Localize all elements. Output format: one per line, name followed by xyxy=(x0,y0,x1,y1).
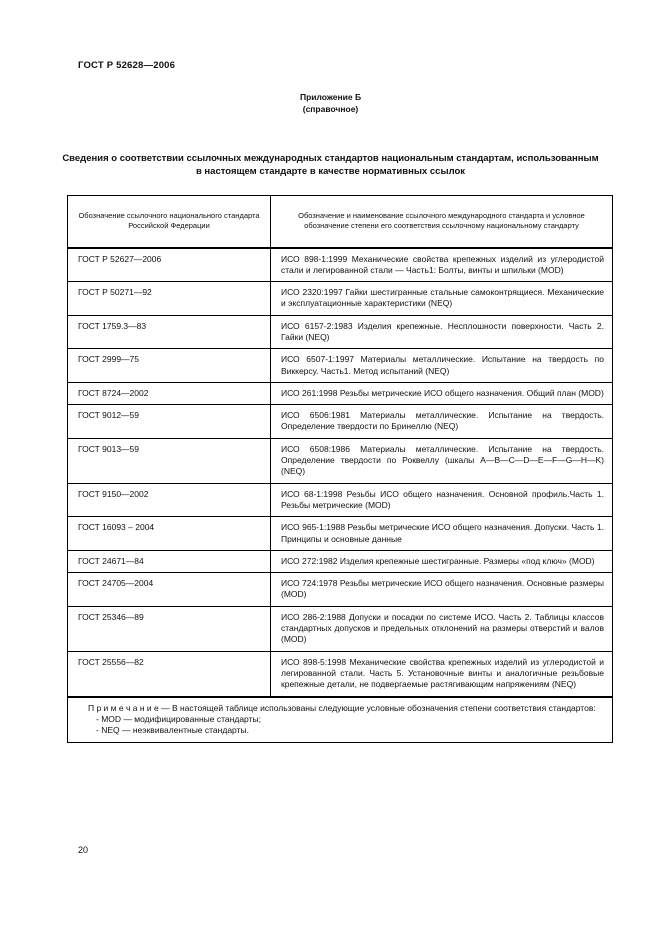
national-standard-cell: ГОСТ 9012—59 xyxy=(68,405,271,439)
note-item: - MOD — модифицированные стандарты; xyxy=(96,713,261,724)
appendix-type: (справочное) xyxy=(302,104,359,114)
national-standard-cell: ГОСТ 2999—75 xyxy=(68,349,271,383)
table-row xyxy=(68,405,613,439)
note-row xyxy=(68,697,613,743)
international-standard-cell: ИСО 898-1:1999 Механические свойства крепежных изделий из углеродистой стали и легированной стали — Часть1: Болты, винты и шпильки (MOD) xyxy=(271,248,613,282)
international-standard-cell: ИСО 2320:1997 Гайки шестигранные стальные самоконтрящиеся. Механические и эксплуатационные характеристики (NEQ) xyxy=(271,282,613,316)
international-standard-cell: ИСО 6157-2:1983 Изделия крепежные. Несплошности поверхности. Часть 2. Гайки (NEQ) xyxy=(271,315,613,349)
note-cell xyxy=(68,697,613,743)
national-standard-cell: ГОСТ 9013—59 xyxy=(68,438,271,483)
national-standard-cell: ГОСТ 24671—84 xyxy=(68,550,271,572)
column-header-national: Обозначение ссылочного национального стандарта Российской Федерации xyxy=(68,196,271,248)
national-standard-cell: ГОСТ 16093 – 2004 xyxy=(68,517,271,551)
column-header-international: Обозначение и наименование ссылочного международного стандарта и условное обозначение степени его соответствия ссылочному национальному стандарту xyxy=(271,196,613,248)
page-number: 20 xyxy=(78,845,89,855)
table-row xyxy=(68,315,613,349)
table-header-row xyxy=(68,196,613,248)
international-standard-cell: ИСО 724:1978 Резьбы метрические ИСО общего назначения. Основные размеры (MOD) xyxy=(271,573,613,607)
international-standard-cell: ИСО 6507-1:1997 Материалы металлические. Испытание на твердость по Виккерсу. Часть1. Метод испытаний (NEQ) xyxy=(271,349,613,383)
table-body xyxy=(68,248,613,697)
appendix-heading xyxy=(0,91,661,115)
table-row xyxy=(68,248,613,282)
international-standard-cell: ИСО 6506:1981 Материалы металлические. Испытание на твердость. Определение твердости по Бринеллю (NEQ) xyxy=(271,405,613,439)
note-item: - NEQ — неэквивалентные стандарты. xyxy=(96,725,249,736)
table-row xyxy=(68,349,613,383)
national-standard-cell: ГОСТ 24705—2004 xyxy=(68,573,271,607)
note-intro: П р и м е ч а н и е — В настоящей таблице использованы следующие условные обозначения степени соответствия стандартов: xyxy=(88,702,596,713)
international-standard-cell: ИСО 68-1:1998 Резьбы ИСО общего назначения. Основной профиль.Часть 1. Резьбы метрические (MOD) xyxy=(271,483,613,517)
national-standard-cell: ГОСТ 25346—89 xyxy=(68,606,271,651)
correspondence-table-container xyxy=(67,195,613,743)
document-code: ГОСТ Р 52628—2006 xyxy=(78,60,176,71)
correspondence-table xyxy=(67,195,613,743)
international-standard-cell: ИСО 272:1982 Изделия крепежные шестигранные. Размеры «под ключ» (MOD) xyxy=(271,550,613,572)
table-note-section xyxy=(68,697,613,743)
national-standard-cell: ГОСТ 25556—82 xyxy=(68,651,271,696)
table-row xyxy=(68,517,613,551)
document-title: Сведения о соответствии ссылочных международных стандартов национальным стандартам, использованным в настоящем стандарте в качестве нормативных ссылок xyxy=(62,153,599,177)
national-standard-cell: ГОСТ 1759.3—83 xyxy=(68,315,271,349)
national-standard-cell: ГОСТ Р 52627—2006 xyxy=(68,248,271,282)
table-row xyxy=(68,550,613,572)
national-standard-cell: ГОСТ 9150—2002 xyxy=(68,483,271,517)
national-standard-cell: ГОСТ 8724—2002 xyxy=(68,382,271,404)
table-row xyxy=(68,651,613,696)
table-row xyxy=(68,573,613,607)
international-standard-cell: ИСО 286-2:1988 Допуски и посадки по системе ИСО. Часть 2. Таблицы классов стандартных допусков и предельных отклонений на размеры отверстий и валов (MOD) xyxy=(271,606,613,651)
table-header xyxy=(68,196,613,248)
table-row xyxy=(68,438,613,483)
note-items xyxy=(78,714,602,737)
international-standard-cell: ИСО 965-1:1988 Резьбы метрические ИСО общего назначения. Допуски. Часть 1. Принципы и основные данные xyxy=(271,517,613,551)
table-row xyxy=(68,382,613,404)
table-row xyxy=(68,483,613,517)
national-standard-cell: ГОСТ Р 50271—92 xyxy=(68,282,271,316)
international-standard-cell: ИСО 261:1998 Резьбы метрические ИСО общего назначения. Общий план (MOD) xyxy=(271,382,613,404)
table-row xyxy=(68,606,613,651)
international-standard-cell: ИСО 6508:1986 Материалы металлические. Испытание на твердость. Определение твердости по Роквеллу (шкалы A—B—C—D—E—F—G—H—K) (NEQ) xyxy=(271,438,613,483)
appendix-label: Приложение Б xyxy=(299,92,362,102)
table-row xyxy=(68,282,613,316)
international-standard-cell: ИСО 898-5:1998 Механические свойства крепежных изделий из углеродистой и легированной стали. Часть 5. Установочные винты и аналогичные резьбовые крепежные детали, не подвергаемые растягивающим напряжениям (NEQ) xyxy=(271,651,613,696)
